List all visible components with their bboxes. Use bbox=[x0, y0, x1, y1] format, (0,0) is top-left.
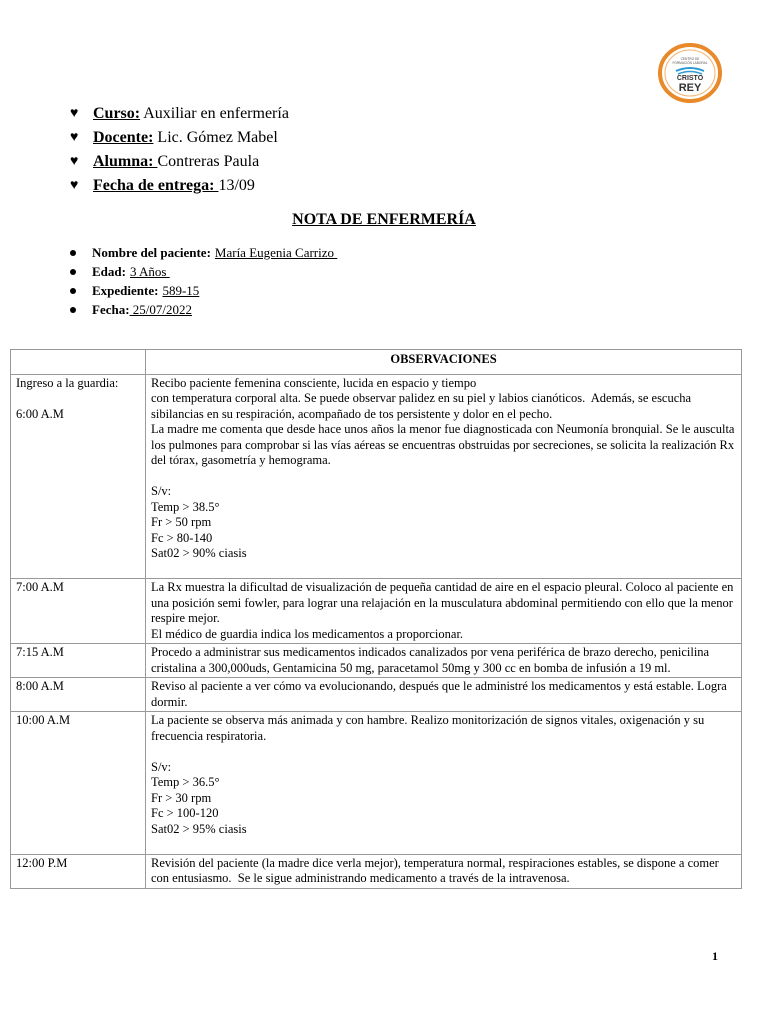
bullet-icon bbox=[70, 250, 76, 256]
table-header-row bbox=[11, 350, 742, 375]
observations-header: OBSERVACIONES bbox=[146, 350, 742, 375]
observation-cell: Revisión del paciente (la madre dice verla mejor), temperatura normal, respiraciones estables, se dispone a comer con entusiasmo. Se le sigue administrando medicamento a través de la intravenosa. bbox=[146, 854, 742, 888]
record-label: Expediente: bbox=[92, 283, 159, 298]
time-cell: 12:00 P.M bbox=[11, 854, 146, 888]
patient-info-item bbox=[70, 243, 337, 262]
age-value: 3 Años bbox=[129, 264, 170, 279]
course-info-item bbox=[70, 126, 289, 150]
observation-cell: Procedo a administrar sus medicamentos indicados canalizados por vena periférica de brazo derecho, penicilina cristalina a 300,000uds, Gentamicina 50 mg, paracetamol 50mg y 300 cc en bomba de infusión a 19 ml. bbox=[146, 644, 742, 678]
bullet-icon bbox=[70, 269, 76, 275]
table-row bbox=[11, 579, 742, 644]
school-logo bbox=[658, 43, 722, 103]
bullet-icon bbox=[70, 288, 76, 294]
bullet-icon bbox=[70, 307, 76, 313]
observation-cell: La Rx muestra la dificultad de visualización de pequeña cantidad de aire en el espacio pleural. Coloco al paciente en una posición semi fowler, para lograr una relajación en la musculatura abdominal permitiendo con ello que la menor respire mejor. El médico de guardia indica los medicamentos a proporcionar. bbox=[146, 579, 742, 644]
heart-bullet-icon: ♥ bbox=[70, 130, 79, 145]
time-cell: 7:15 A.M bbox=[11, 644, 146, 678]
time-cell: Ingreso a la guardia: 6:00 A.M bbox=[11, 374, 146, 579]
observation-cell: Reviso al paciente a ver cómo va evolucionando, después que le administré los medicamentos y está estable. Logra dormir. bbox=[146, 678, 742, 712]
patient-name-label: Nombre del paciente: bbox=[92, 245, 211, 260]
course-info-item bbox=[70, 174, 289, 198]
course-label: Curso: bbox=[93, 105, 141, 122]
time-cell: 10:00 A.M bbox=[11, 712, 146, 855]
page-number: 1 bbox=[712, 949, 718, 963]
patient-name-value: María Eugenia Carrizo bbox=[214, 245, 338, 260]
delivery-date-value: 13/09 bbox=[218, 177, 255, 194]
heart-bullet-icon: ♥ bbox=[70, 178, 79, 193]
empty-header-cell bbox=[11, 350, 146, 375]
heart-bullet-icon: ♥ bbox=[70, 154, 79, 169]
svg-text:FORMACIÓN LABORAL: FORMACIÓN LABORAL bbox=[672, 61, 708, 65]
teacher-value: Lic. Gómez Mabel bbox=[153, 129, 278, 146]
table-row bbox=[11, 712, 742, 855]
student-label: Alumna: bbox=[93, 153, 158, 170]
record-value: 589-15 bbox=[162, 283, 200, 298]
student-value: Contreras Paula bbox=[157, 153, 260, 170]
table-row bbox=[11, 374, 742, 579]
time-cell: 7:00 A.M bbox=[11, 579, 146, 644]
teacher-label: Docente: bbox=[93, 129, 154, 146]
heart-bullet-icon: ♥ bbox=[70, 106, 79, 121]
svg-text:CENTRO DE: CENTRO DE bbox=[680, 57, 700, 61]
date-label: Fecha: bbox=[92, 302, 130, 317]
course-value: Auxiliar en enfermería bbox=[140, 105, 289, 122]
date-value: 25/07/2022 bbox=[129, 302, 193, 317]
time-cell: 8:00 A.M bbox=[11, 678, 146, 712]
table-row bbox=[11, 678, 742, 712]
observation-cell: Recibo paciente femenina consciente, lucida en espacio y tiempo con temperatura corporal alta. Se puede observar palidez en su piel y labios cianóticos. Además, se escucha sibilancias en su respiración, acompañado de tos persistente y dolor en el pecho. La madre me comenta que desde hace unos años la menor fue diagnosticada con Neumonía bronquial. Se le ausculta los pulmones para comprobar si las vías aéreas se encuentras obstruidas por secreciones, se solicita la realización Rx del tórax, gasometría y hemograma. S/v: Temp > 38.5° Fr > 50 rpm Fc > 80-140 Sat02 > 90% ciasis bbox=[146, 374, 742, 579]
course-info-item bbox=[70, 102, 289, 126]
course-info-item bbox=[70, 150, 289, 174]
patient-info-item bbox=[70, 262, 337, 281]
course-info-list bbox=[70, 102, 289, 198]
svg-text:CRISTO: CRISTO bbox=[676, 75, 704, 82]
table-row bbox=[11, 644, 742, 678]
observations-table bbox=[10, 349, 742, 889]
patient-info-list bbox=[70, 243, 337, 319]
observation-cell: La paciente se observa más animada y con hambre. Realizo monitorización de signos vitales, oxigenación y su frecuencia respiratoria. S/v: Temp > 36.5° Fr > 30 rpm Fc > 100-120 Sat02 > 95% ciasis bbox=[146, 712, 742, 855]
delivery-date-label: Fecha de entrega: bbox=[93, 177, 219, 194]
svg-text:REY: REY bbox=[678, 82, 702, 94]
patient-info-item bbox=[70, 300, 337, 319]
table-row bbox=[11, 854, 742, 888]
patient-info-item bbox=[70, 281, 337, 300]
document-title: NOTA DE ENFERMERÍA bbox=[292, 211, 476, 228]
age-label: Edad: bbox=[92, 264, 126, 279]
